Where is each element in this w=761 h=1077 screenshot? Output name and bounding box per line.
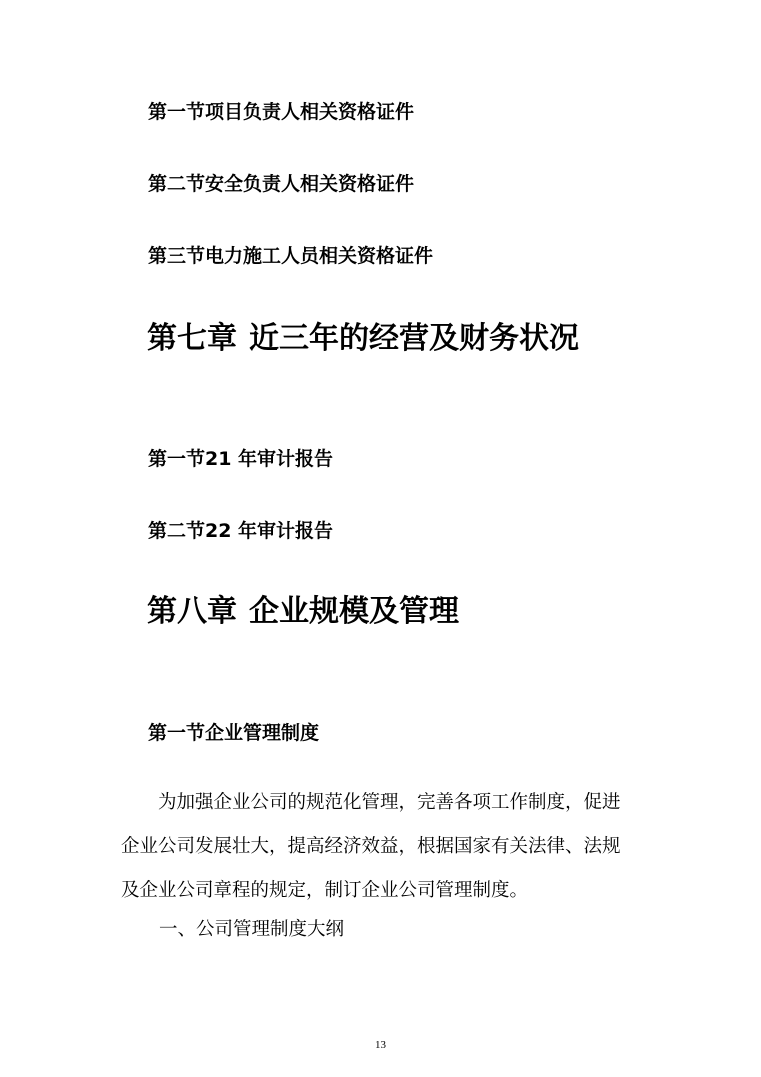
paragraph-line: 及企业公司章程的规定，制订企业公司管理制度。 [121, 880, 529, 901]
section-heading: 第一节21 年审计报告 [148, 448, 334, 470]
chapter-label: 第八章 [147, 594, 237, 629]
section-heading: 第三节电力施工人员相关资格证件 [148, 245, 434, 267]
chapter-heading-7 [147, 320, 579, 358]
list-item: 一、公司管理制度大纲 [159, 919, 345, 940]
section-heading: 第一节项目负责人相关资格证件 [148, 101, 415, 123]
paragraph-line: 企业公司发展壮大，提高经济效益，根据国家有关法律、法规 [121, 836, 621, 857]
chapter-title: 企业规模及管理 [249, 594, 459, 629]
chapter-heading-8 [147, 593, 459, 631]
chapter-label: 第七章 [147, 321, 237, 356]
chapter-title: 近三年的经营及财务状况 [249, 321, 579, 356]
paragraph-line: 为加强企业公司的规范化管理，完善各项工作制度，促进 [158, 792, 621, 813]
section-heading: 第二节安全负责人相关资格证件 [148, 173, 415, 195]
section-heading: 第二节22 年审计报告 [148, 520, 334, 542]
section-heading: 第一节企业管理制度 [148, 722, 320, 744]
body-paragraph [121, 781, 641, 913]
page-number: 13 [375, 1039, 386, 1051]
